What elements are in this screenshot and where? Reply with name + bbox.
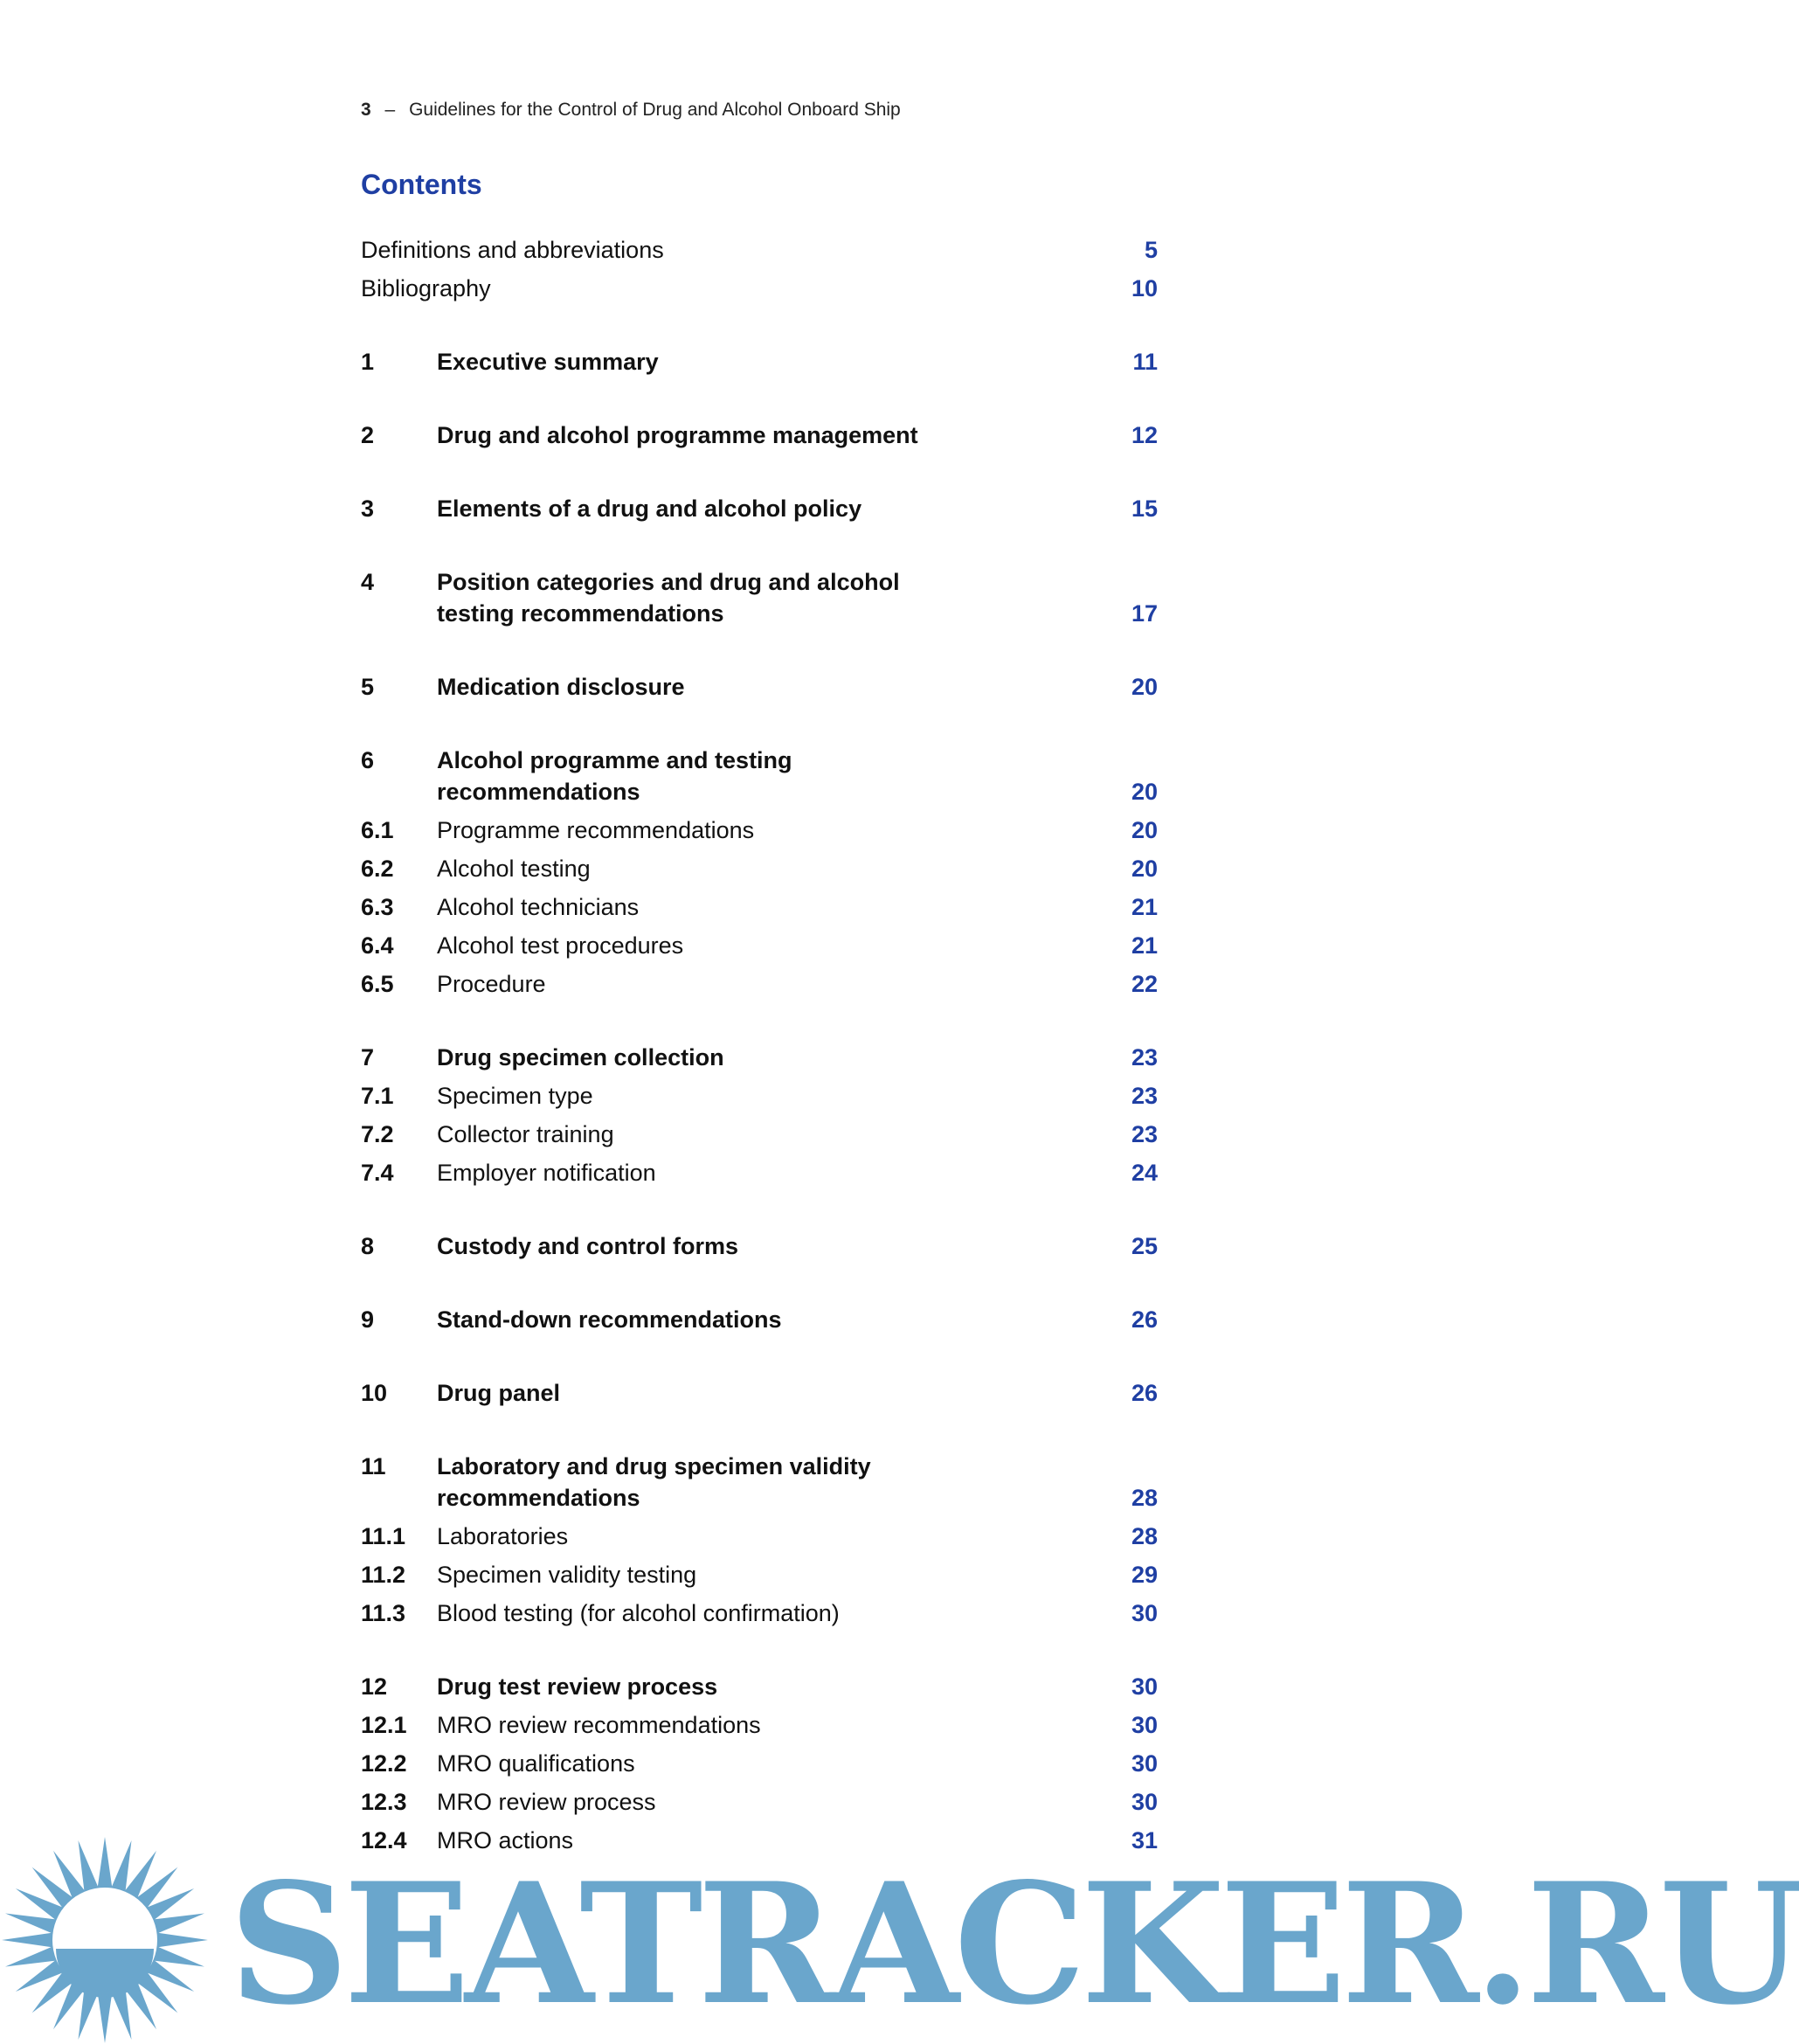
toc-entry-page[interactable]: 26 [1131,1380,1158,1406]
toc-entry-title: MRO qualifications [437,1750,635,1777]
toc-entry-number: 1 [361,349,375,375]
sun-icon [2,1837,208,2043]
toc-entry-page[interactable]: 25 [1131,1233,1158,1259]
toc-entry[interactable] [361,419,1158,451]
toc-entry[interactable] [361,234,1158,266]
toc-entry-page[interactable]: 24 [1131,1160,1158,1186]
toc-entry[interactable] [361,1671,1158,1702]
toc-entry-page[interactable]: 30 [1131,1712,1158,1738]
toc-entry[interactable] [361,1080,1158,1112]
toc-entry-page[interactable]: 20 [1131,856,1158,882]
toc-entry-page[interactable]: 10 [1131,275,1158,301]
toc-entry-title: Elements of a drug and alcohol policy [437,495,862,522]
toc-entry-title: Definitions and abbreviations [361,237,664,263]
toc-entry-title: Collector training [437,1121,614,1147]
toc-entry-number: 6.5 [361,971,394,997]
toc-entry[interactable] [361,1786,1158,1818]
toc-entry[interactable] [361,1042,1158,1073]
toc-entry-number: 6.1 [361,817,394,843]
toc-entry-number: 11.1 [361,1523,406,1549]
toc-entry-title: Custody and control forms [437,1233,739,1259]
toc-entry-number: 12.1 [361,1712,407,1738]
toc-entry-page[interactable]: 30 [1131,1750,1158,1777]
toc-entry-number: 8 [361,1233,375,1259]
toc-entry-title: MRO review process [437,1789,656,1815]
toc-entry-title: Bibliography [361,275,491,301]
toc-entry-number: 11.3 [361,1600,406,1626]
page-title: Contents [361,169,482,200]
toc-entry-number: 7.1 [361,1083,394,1109]
toc-entry-title: Alcohol programme and testing recommendations [437,747,792,805]
toc-entry-title: Alcohol technicians [437,894,640,920]
toc-entry-title: Medication disclosure [437,674,685,700]
toc-entry-number: 7 [361,1044,375,1071]
toc-entry-page[interactable]: 30 [1131,1600,1158,1626]
toc-entry-number: 5 [361,674,375,700]
toc-entry[interactable] [361,671,1158,703]
toc-entry-title: Programme recommendations [437,817,755,843]
toc-entry-page[interactable]: 20 [1131,817,1158,843]
toc-entry-title: MRO review recommendations [437,1712,761,1738]
toc-entry-number: 11 [361,1453,386,1479]
toc-entry-title: Laboratory and drug specimen validity recommendations [437,1453,871,1511]
toc-entry[interactable] [361,1597,1158,1629]
toc-entry-number: 11.2 [361,1562,406,1588]
toc-entry-page[interactable]: 30 [1131,1673,1158,1700]
toc-entry-title: Drug specimen collection [437,1044,724,1071]
header-document-title: Guidelines for the Control of Drug and Alcohol Onboard Ship [409,100,901,120]
toc-entry-number: 7.4 [361,1160,394,1186]
toc-entry[interactable] [361,1521,1158,1552]
toc-entry-page[interactable]: 28 [1131,1485,1158,1511]
toc-entry[interactable] [361,968,1158,1000]
toc-entry-title: Drug panel [437,1380,561,1406]
toc-entry-title: Position categories and drug and alcohol testing recommendations [437,569,900,627]
toc-entry[interactable] [361,1157,1158,1188]
toc-entry-title: Drug and alcohol programme management [437,422,918,448]
toc-entry-title: Procedure [437,971,546,997]
toc-entry-title: Specimen type [437,1083,593,1109]
toc-entry-title: Alcohol test procedures [437,932,684,959]
toc-entry-title: Employer notification [437,1160,656,1186]
toc-entry[interactable] [361,1119,1158,1150]
toc-entry-number: 4 [361,569,375,595]
toc-entry-title: MRO actions [437,1827,574,1853]
toc-entry-page[interactable]: 29 [1131,1562,1158,1588]
toc-entry-page[interactable]: 23 [1131,1044,1158,1071]
toc-entry-number: 9 [361,1306,375,1333]
toc-entry-number: 12.3 [361,1789,407,1815]
toc-entry-page[interactable]: 20 [1131,779,1158,805]
header-separator: – [384,100,396,120]
toc-entry-page[interactable]: 21 [1131,932,1158,959]
toc-entry-number: 12.2 [361,1750,407,1777]
toc-entry[interactable] [361,493,1158,524]
toc-entry-page[interactable]: 5 [1144,237,1158,263]
toc-entry-page[interactable]: 20 [1131,674,1158,700]
toc-entry-title: Executive summary [437,349,659,375]
toc-entry[interactable] [361,745,1158,807]
toc-entry[interactable] [361,1304,1158,1335]
toc-entry-number: 6 [361,747,375,773]
toc-entry-title: Drug test review process [437,1673,718,1700]
toc-entry[interactable] [361,1748,1158,1779]
toc-entry-page[interactable]: 17 [1131,600,1158,627]
toc-entry-page[interactable]: 22 [1131,971,1158,997]
toc-entry-number: 7.2 [361,1121,394,1147]
toc-entry[interactable] [361,1230,1158,1262]
toc-entry-page[interactable]: 26 [1131,1306,1158,1333]
toc-entry-page[interactable]: 21 [1131,894,1158,920]
toc-entry-page[interactable]: 30 [1131,1789,1158,1815]
toc-entry[interactable] [361,1709,1158,1741]
toc-entry[interactable] [361,891,1158,923]
toc-entry-number: 12.4 [361,1827,407,1853]
toc-entry[interactable] [361,273,1158,304]
toc-entry[interactable] [361,1559,1158,1590]
watermark-text: SEATRACKER.RU [229,1847,1799,2041]
table-of-contents [361,234,1158,1856]
toc-entry[interactable] [361,930,1158,961]
toc-entry-page[interactable]: 23 [1131,1121,1158,1147]
toc-entry[interactable] [361,566,1158,629]
toc-entry-title: Laboratories [437,1523,569,1549]
toc-entry[interactable] [361,1377,1158,1409]
toc-entry-title: Blood testing (for alcohol confirmation) [437,1600,840,1626]
toc-entry-number: 6.2 [361,856,394,882]
running-header [361,100,901,121]
toc-entry-title: Specimen validity testing [437,1562,697,1588]
toc-entry-number: 10 [361,1380,388,1406]
toc-entry-page[interactable]: 31 [1131,1827,1158,1853]
toc-entry[interactable] [361,1451,1158,1514]
toc-entry-page[interactable]: 12 [1131,422,1158,448]
toc-entry[interactable] [361,346,1158,378]
toc-entry-page[interactable]: 28 [1131,1523,1158,1549]
toc-entry-number: 6.4 [361,932,394,959]
toc-entry-title: Stand-down recommendations [437,1306,782,1333]
toc-entry[interactable] [361,853,1158,884]
toc-entry-number: 2 [361,422,375,448]
toc-entry-title: Alcohol testing [437,856,591,882]
toc-entry[interactable] [361,814,1158,846]
toc-entry-number: 12 [361,1673,388,1700]
toc-entry-page[interactable]: 15 [1131,495,1158,522]
header-page-number: 3 [361,100,371,120]
toc-entry-number: 3 [361,495,375,522]
toc-entry-page[interactable]: 23 [1131,1083,1158,1109]
toc-entry-page[interactable]: 11 [1132,349,1158,375]
toc-entry-number: 6.3 [361,894,394,920]
